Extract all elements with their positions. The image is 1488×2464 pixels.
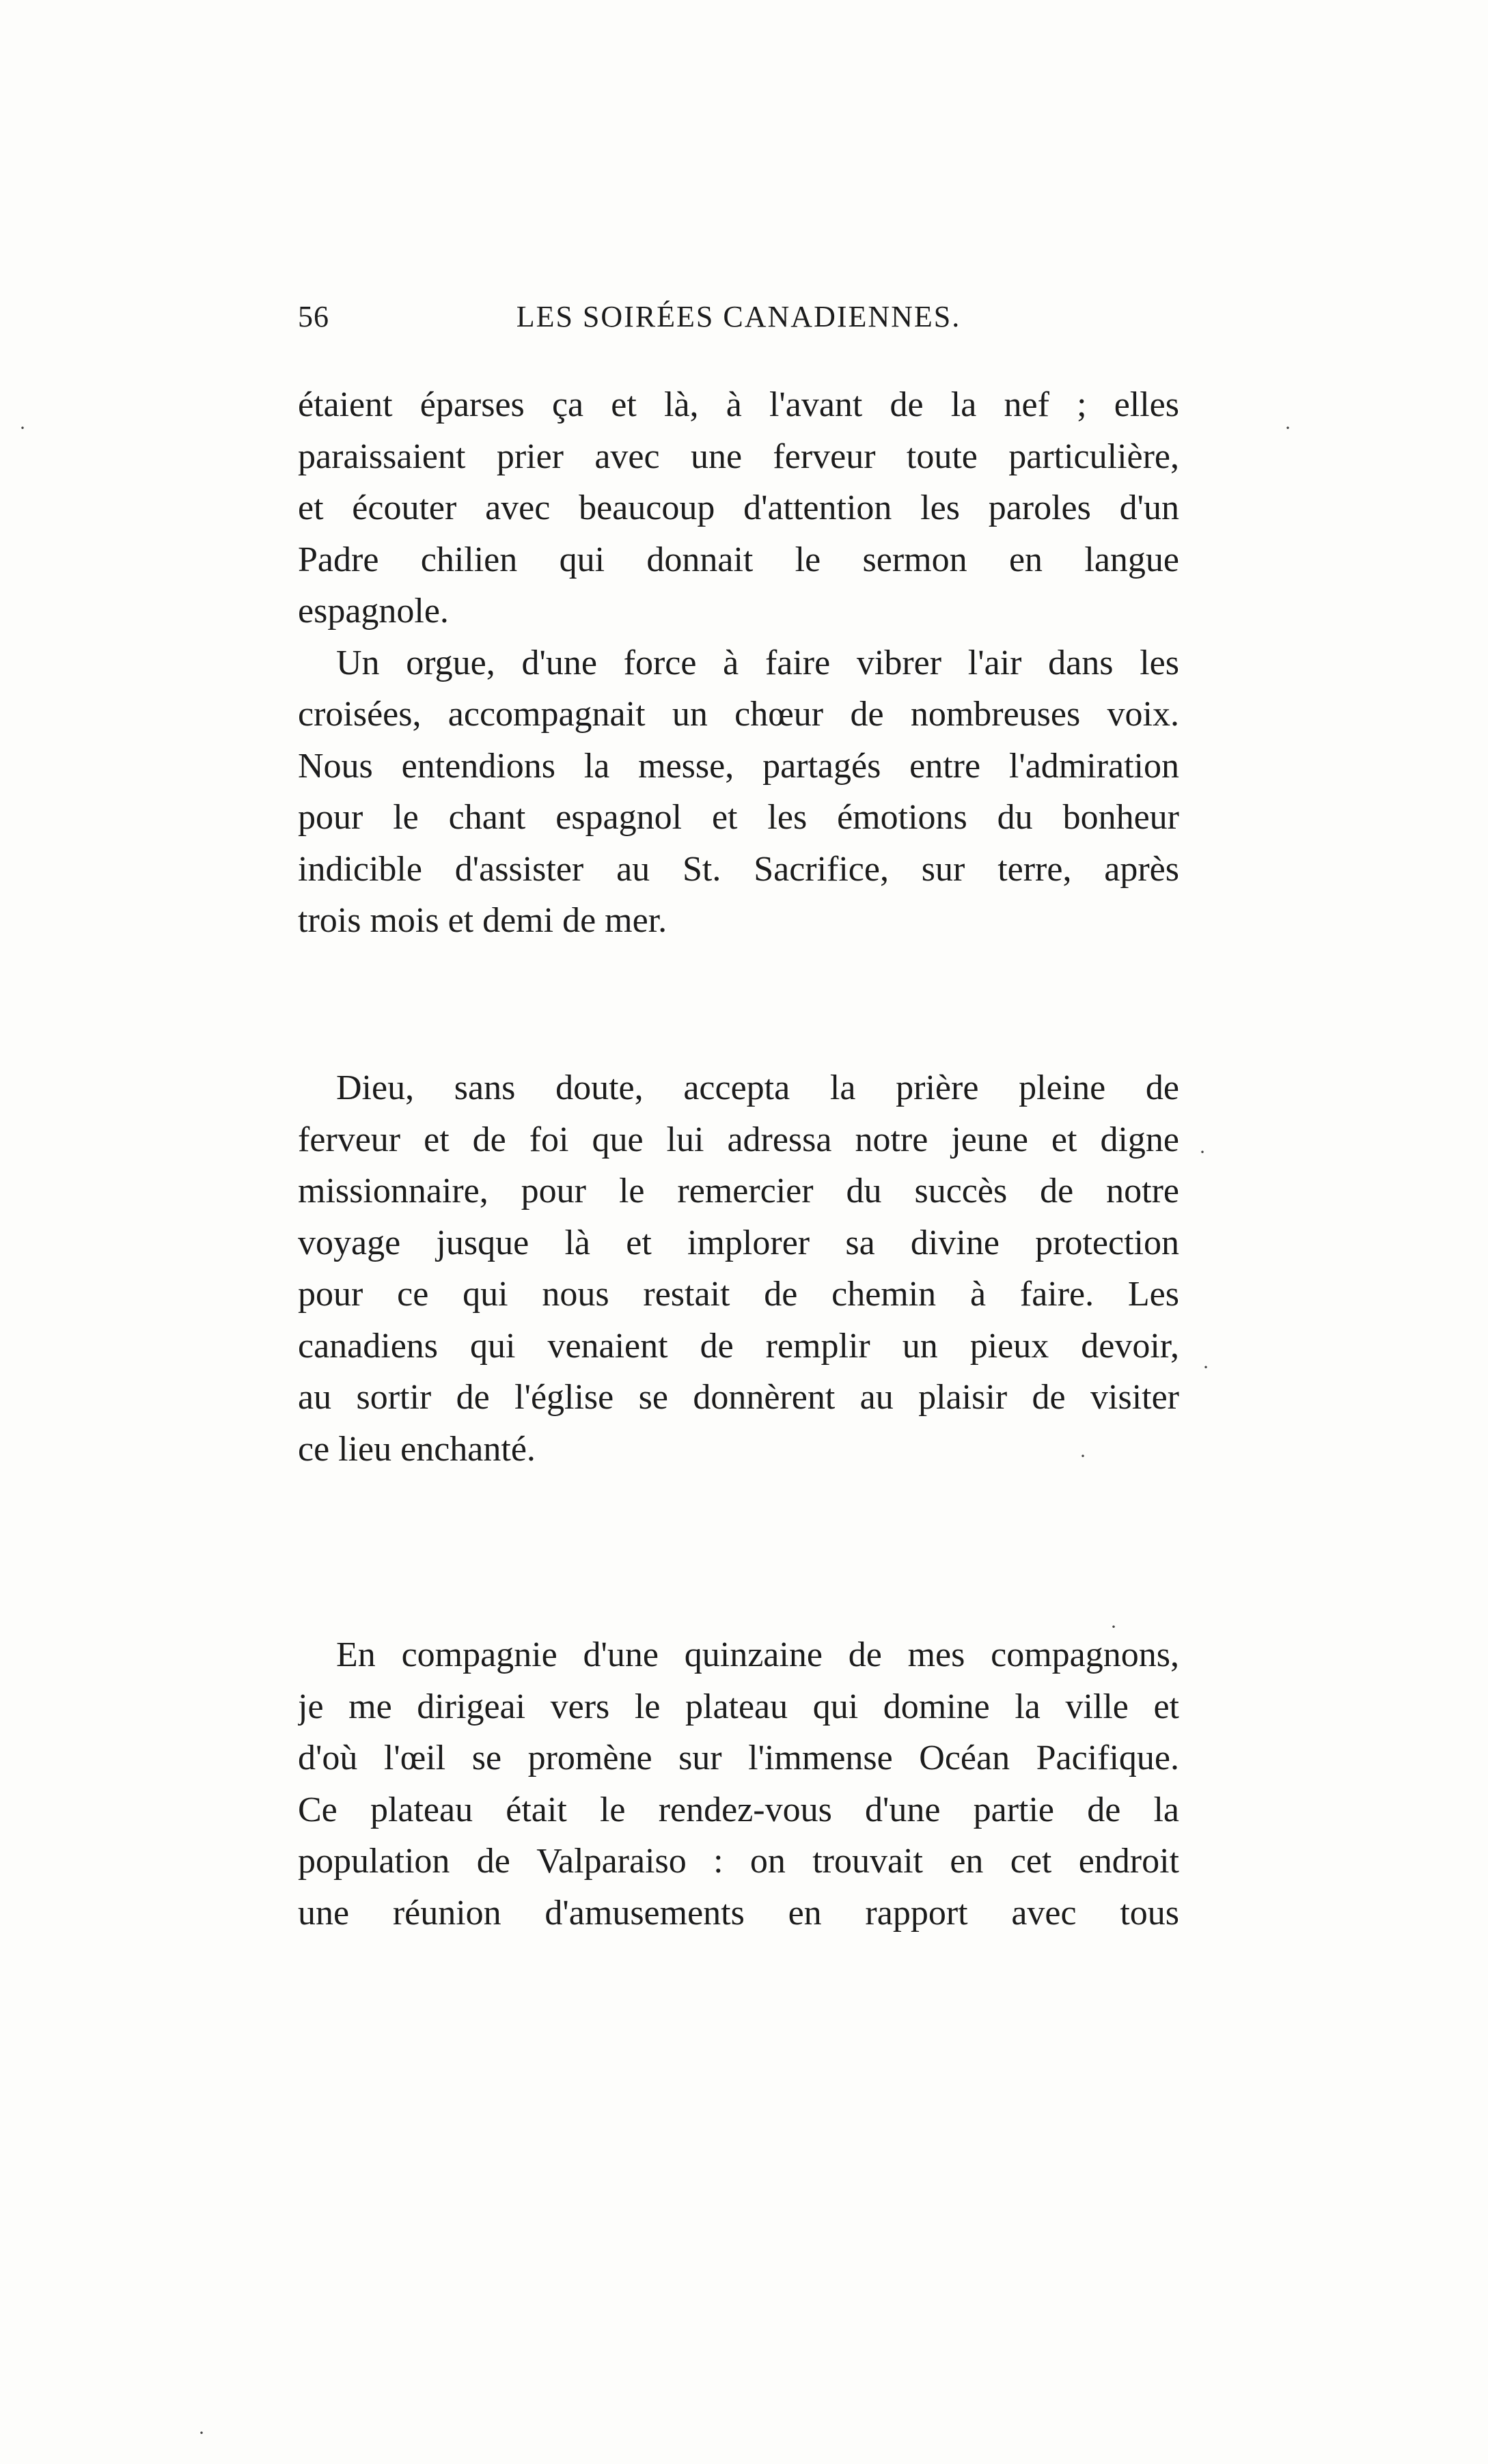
- text-line: Dieu, sans doute, accepta la prière pleine de: [336, 1068, 1179, 1107]
- text-line: espagnole.: [298, 592, 449, 631]
- print-speck: ·: [1110, 1616, 1117, 1638]
- paragraph-3: [298, 1062, 1179, 1475]
- text-line: d'où l'œil se promène sur l'immense Océan Pacifique.: [298, 1739, 1179, 1777]
- text-line: En compagnie d'une quinzaine de mes compagnons,: [336, 1635, 1179, 1674]
- text-line: pour ce qui nous restait de chemin à faire. Les: [298, 1275, 1179, 1314]
- paragraph-2: [298, 637, 1179, 947]
- page-number: 56: [298, 300, 329, 333]
- paragraph-4: [298, 1629, 1179, 1939]
- text-line: et écouter avec beaucoup d'attention les paroles d'un: [298, 488, 1179, 527]
- text-line: Un orgue, d'une force à faire vibrer l'air dans les: [336, 643, 1179, 682]
- print-speck: ·: [198, 2422, 205, 2444]
- text-line: ferveur et de foi que lui adressa notre jeune et digne: [298, 1120, 1179, 1159]
- text-line: missionnaire, pour le remercier du succès de notre: [298, 1172, 1179, 1210]
- page-header: [298, 299, 1179, 347]
- paragraph-1: [298, 379, 1179, 637]
- running-title: LES SOIRÉES CANADIENNES.: [516, 300, 961, 333]
- text-line: population de Valparaiso : on trouvait en cet endroit: [298, 1842, 1179, 1881]
- print-speck: ·: [1284, 417, 1291, 439]
- text-line: croisées, accompagnait un chœur de nombreuses voix.: [298, 695, 1179, 734]
- print-speck: ·: [1199, 1141, 1206, 1163]
- text-line: paraissaient prier avec une ferveur toute particulière,: [298, 437, 1179, 476]
- text-line: trois mois et demi de mer.: [298, 901, 667, 940]
- print-speck: ·: [1079, 1445, 1086, 1467]
- text-line: voyage jusque là et implorer sa divine protection: [298, 1223, 1179, 1262]
- print-speck: ·: [19, 417, 26, 439]
- text-line: étaient éparses ça et là, à l'avant de la nef ; elles: [298, 385, 1179, 424]
- text-line: canadiens qui venaient de remplir un pieux devoir,: [298, 1326, 1179, 1366]
- text-line: je me dirigeai vers le plateau qui domine la ville et: [298, 1687, 1179, 1726]
- text-block-top: [298, 379, 1179, 947]
- text-line: Ce plateau était le rendez-vous d'une partie de la: [298, 1790, 1179, 1829]
- text-line: au sortir de l'église se donnèrent au plaisir de visiter: [298, 1378, 1179, 1417]
- print-speck: ·: [1202, 1356, 1209, 1379]
- text-line: Nous entendions la messe, partagés entre l'admiration: [298, 746, 1179, 786]
- text-line: indicible d'assister au St. Sacrifice, sur terre, après: [298, 849, 1179, 889]
- text-line: une réunion d'amusements en rapport avec tous: [298, 1893, 1179, 1933]
- text-line: pour le chant espagnol et les émotions du bonheur: [298, 798, 1179, 837]
- text-line: Padre chilien qui donnait le sermon en langue: [298, 540, 1179, 579]
- text-line: ce lieu enchanté.: [298, 1429, 536, 1469]
